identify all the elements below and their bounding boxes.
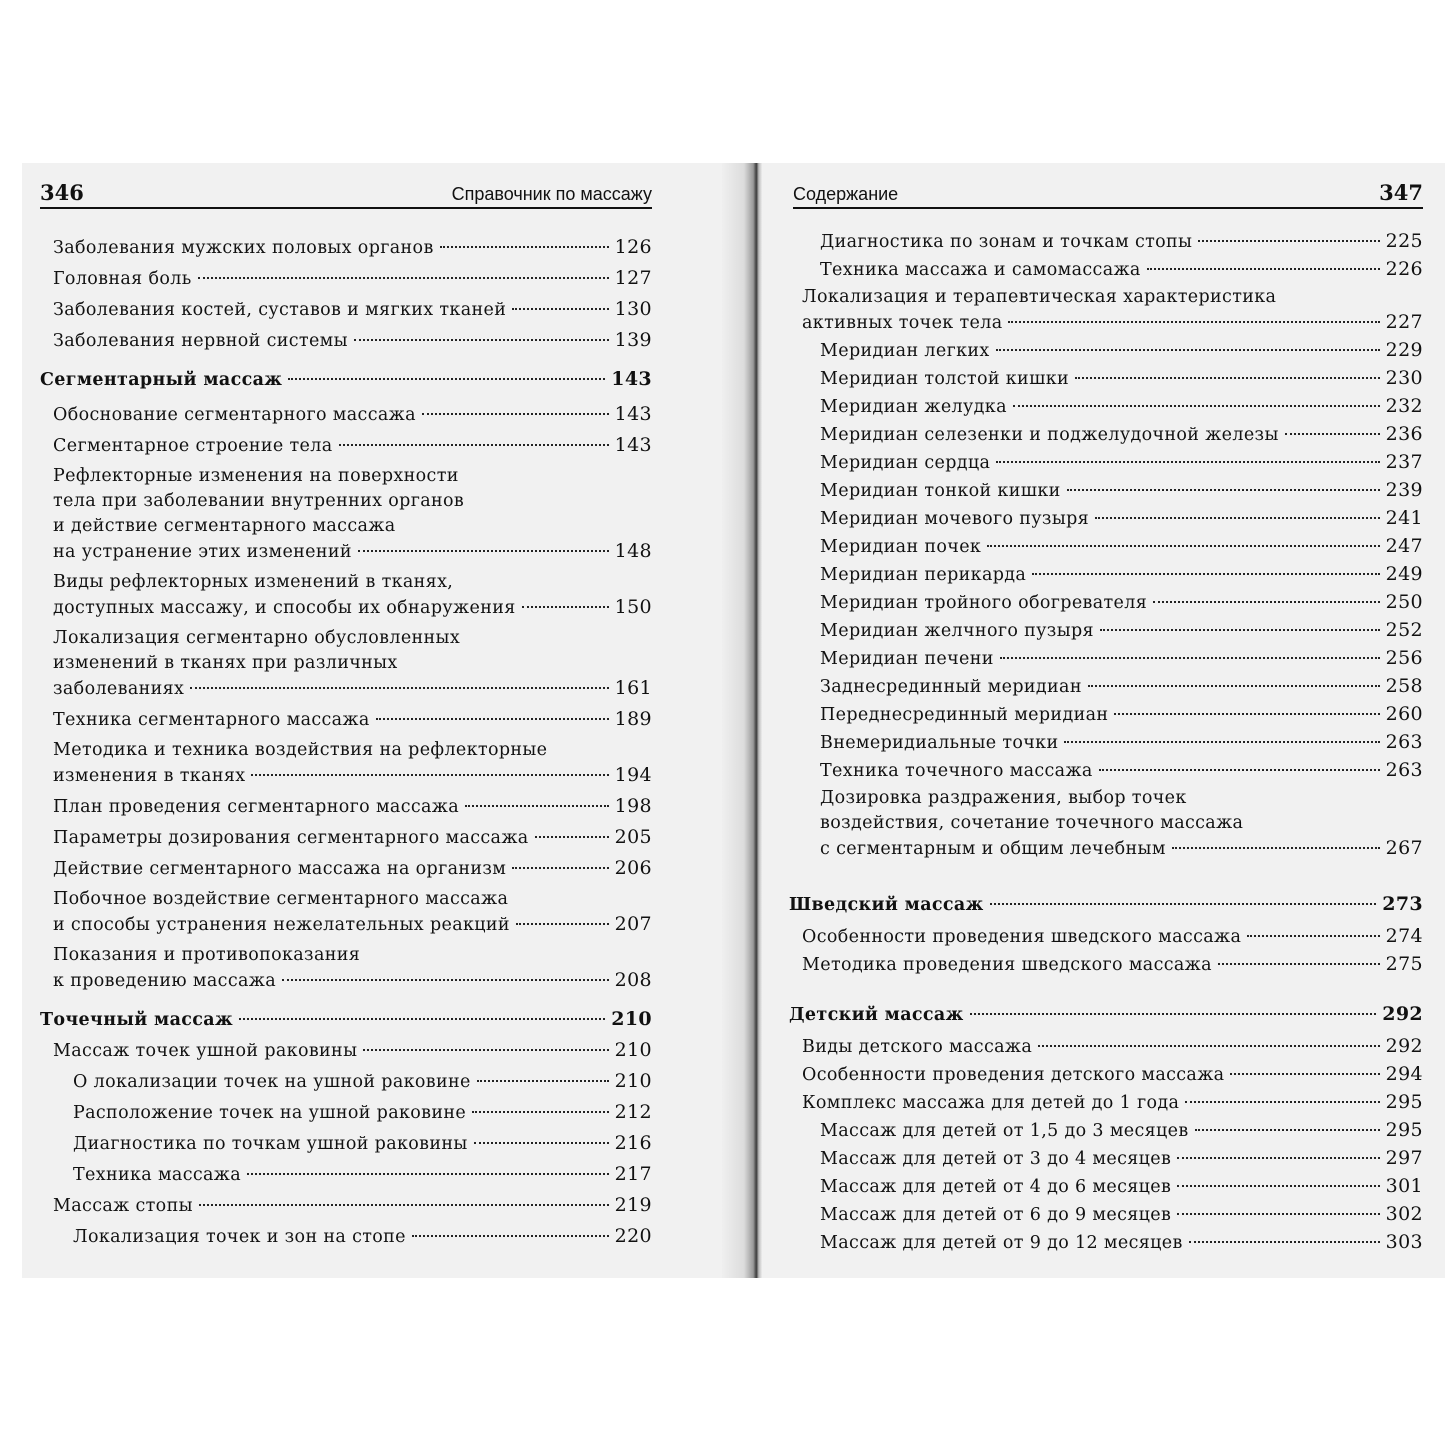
- dot-leader: [288, 378, 605, 380]
- dot-leader: [1153, 601, 1380, 603]
- dot-leader: [1185, 1101, 1379, 1103]
- toc-entry: [22, 1193, 652, 1219]
- toc-entry: [22, 856, 652, 882]
- toc-entry-page-number: 220: [614, 1225, 652, 1247]
- dot-leader: [990, 903, 1377, 905]
- dot-leader: [282, 979, 609, 981]
- toc-entry-page-number: 127: [614, 267, 652, 289]
- toc-entry-page-number: 206: [614, 857, 652, 879]
- toc-entry: [22, 464, 652, 565]
- toc-entry-title: Массаж для детей от 3 до 4 месяцев: [820, 1149, 1172, 1169]
- right-page: [762, 163, 1445, 1278]
- toc-entry-page-number: 143: [611, 368, 652, 390]
- toc-entry-title: заболеваниях: [53, 679, 185, 699]
- toc-entry-title: Меридиан мочевого пузыря: [820, 509, 1090, 529]
- toc-entry-page-number: 139: [614, 329, 652, 351]
- toc-entry: [762, 257, 1423, 283]
- toc-entry-page-number: 225: [1385, 230, 1423, 252]
- toc-entry-page-number: 219: [614, 1194, 652, 1216]
- toc-entry-title: Массаж для детей от 4 до 6 месяцев: [820, 1177, 1172, 1197]
- dot-leader: [1172, 847, 1380, 849]
- toc-entry-page-number: 143: [614, 403, 652, 425]
- toc-entry-page-number: 198: [614, 795, 652, 817]
- toc-entry-title-line: Дозировка раздражения, выбор точек: [820, 788, 1187, 808]
- toc-entry-title-line: Методика и техника воздействия на рефлекторные: [53, 740, 548, 760]
- toc-entry: [762, 1230, 1423, 1256]
- left-page-number: 346: [40, 180, 84, 205]
- toc-entry: [762, 285, 1423, 336]
- toc-entry-title: Меридиан перикарда: [820, 565, 1027, 585]
- dot-leader: [363, 1049, 608, 1051]
- toc-entry: [22, 738, 652, 789]
- toc-entry-page-number: 260: [1385, 703, 1423, 725]
- toc-entry: [22, 235, 652, 261]
- dot-leader: [190, 687, 608, 689]
- toc-entry: [22, 887, 652, 938]
- toc-entry-page-number: 210: [611, 1008, 652, 1030]
- toc-entry-title: на устранение этих изменений: [53, 542, 352, 562]
- dot-leader: [1198, 240, 1379, 242]
- toc-entry-title: Диагностика по зонам и точкам стопы: [820, 232, 1193, 252]
- dot-leader: [1008, 321, 1379, 323]
- dot-leader: [199, 1204, 609, 1206]
- dot-leader: [522, 606, 609, 608]
- toc-entry-page-number: 295: [1385, 1119, 1423, 1141]
- toc-entry: [762, 952, 1423, 978]
- toc-entry-title: изменения в тканях: [53, 766, 246, 786]
- toc-entry-title: Сегментарный массаж: [40, 370, 283, 390]
- dot-leader: [996, 461, 1379, 463]
- toc-entry-title: с сегментарным и общим лечебным: [820, 839, 1166, 859]
- toc-entry-title-line: воздействия, сочетание точечного массажа: [820, 813, 1244, 833]
- toc-entry-title: Техника массажа и самомассажа: [820, 260, 1141, 280]
- toc-entry-title: Головная боль: [53, 269, 192, 289]
- toc-entry: [762, 534, 1423, 560]
- toc-entry-page-number: 194: [614, 764, 652, 786]
- toc-entry-title-line: тела при заболевании внутренних органов: [53, 491, 465, 511]
- toc-entry: [22, 1224, 652, 1250]
- dot-leader: [1100, 629, 1380, 631]
- toc-entry: [22, 1131, 652, 1157]
- toc-entry: [762, 646, 1423, 672]
- toc-entry-page-number: 294: [1385, 1063, 1423, 1085]
- toc-entry-page-number: 232: [1385, 395, 1423, 417]
- toc-entry-page-number: 210: [614, 1070, 652, 1092]
- dot-leader: [251, 774, 608, 776]
- toc-entry: [22, 1100, 652, 1126]
- dot-leader: [987, 545, 1379, 547]
- toc-entry: [762, 730, 1423, 756]
- toc-entry-title: Детский массаж: [789, 1005, 964, 1025]
- dot-leader: [516, 923, 609, 925]
- toc-entry-title: Шведский массаж: [789, 895, 984, 915]
- dot-leader: [239, 1018, 605, 1020]
- toc-entry-page-number: 150: [614, 596, 652, 618]
- toc-entry: [22, 328, 652, 354]
- dot-leader: [1013, 405, 1380, 407]
- toc-entry: [762, 394, 1423, 420]
- toc-entry: [22, 297, 652, 323]
- toc-entry-page-number: 161: [614, 677, 652, 699]
- toc-entry-page-number: 241: [1385, 507, 1423, 529]
- toc-entry-title: активных точек тела: [802, 313, 1003, 333]
- dot-leader: [996, 349, 1380, 351]
- dot-leader: [1177, 1213, 1380, 1215]
- toc-entry: [22, 266, 652, 292]
- toc-entry: [22, 626, 652, 702]
- toc-entry-page-number: 236: [1385, 423, 1423, 445]
- toc-entry: [762, 366, 1423, 392]
- toc-entry: [762, 478, 1423, 504]
- toc-entry: [22, 367, 652, 393]
- left-header-title: Справочник по массажу: [451, 184, 652, 204]
- dot-leader: [339, 444, 609, 446]
- toc-entry: [22, 825, 652, 851]
- dot-leader: [1032, 573, 1379, 575]
- toc-entry-title-line: изменений в тканях при различных: [53, 653, 398, 673]
- dot-leader: [247, 1173, 609, 1175]
- toc-entry-page-number: 263: [1385, 759, 1423, 781]
- toc-entry-page-number: 295: [1385, 1091, 1423, 1113]
- left-page: [22, 163, 722, 1278]
- dot-leader: [970, 1013, 1377, 1015]
- toc-entry-page-number: 258: [1385, 675, 1423, 697]
- dot-leader: [1285, 433, 1380, 435]
- toc-entry-page-number: 212: [614, 1101, 652, 1123]
- toc-entry: [22, 1007, 652, 1033]
- toc-entry-page-number: 275: [1385, 953, 1423, 975]
- toc-entry-page-number: 237: [1385, 451, 1423, 473]
- toc-entry-title: Меридиан печени: [820, 649, 994, 669]
- toc-entry-page-number: 249: [1385, 563, 1423, 585]
- dot-leader: [440, 246, 609, 248]
- dot-leader: [1000, 657, 1380, 659]
- toc-entry-title-line: Локализация и терапевтическая характеристика: [802, 287, 1277, 307]
- toc-entry: [762, 338, 1423, 364]
- toc-entry: [762, 702, 1423, 728]
- toc-entry-title: Техника сегментарного массажа: [53, 710, 370, 730]
- toc-entry-page-number: 126: [614, 236, 652, 258]
- dot-leader: [422, 413, 609, 415]
- toc-entry-title: Массаж для детей от 9 до 12 месяцев: [820, 1233, 1183, 1253]
- toc-entry-page-number: 130: [614, 298, 652, 320]
- toc-entry-title: Массаж стопы: [53, 1196, 193, 1216]
- toc-entry-page-number: 250: [1385, 591, 1423, 613]
- toc-entry: [762, 590, 1423, 616]
- toc-entry-title: Переднесрединный меридиан: [820, 705, 1109, 725]
- toc-entry-title: доступных массажу, и способы их обнаружения: [53, 598, 516, 618]
- right-header-title: Содержание: [793, 184, 899, 204]
- dot-leader: [1218, 963, 1380, 965]
- toc-entry-title-line: Побочное воздействие сегментарного массажа: [53, 889, 509, 909]
- toc-entry-page-number: 143: [614, 434, 652, 456]
- toc-entry: [762, 1118, 1423, 1144]
- toc-entry-title: Диагностика по точкам ушной раковины: [73, 1134, 468, 1154]
- toc-entry-title: Меридиан толстой кишки: [820, 369, 1069, 389]
- toc-entry: [22, 570, 652, 621]
- toc-entry-page-number: 208: [614, 969, 652, 991]
- toc-entry-page-number: 267: [1385, 837, 1423, 859]
- toc-entry-title: Массаж для детей от 1,5 до 3 месяцев: [820, 1121, 1189, 1141]
- toc-entry-title: Особенности проведения шведского массажа: [802, 927, 1242, 947]
- toc-entry-title: Точечный массаж: [40, 1010, 233, 1030]
- toc-entry-page-number: 189: [614, 708, 652, 730]
- toc-entry-title: Меридиан легких: [820, 341, 990, 361]
- toc-entry-title: Меридиан желудка: [820, 397, 1007, 417]
- toc-entry-page-number: 207: [614, 913, 652, 935]
- dot-leader: [1088, 685, 1380, 687]
- dot-leader: [1075, 377, 1380, 379]
- toc-entry-title: Локализация точек и зон на стопе: [73, 1227, 406, 1247]
- dot-leader: [1247, 935, 1379, 937]
- right-page-number: 347: [1379, 180, 1423, 205]
- book-spread: [22, 163, 1445, 1278]
- toc-entry-title: Заболевания нервной системы: [53, 331, 348, 351]
- dot-leader: [512, 308, 608, 310]
- toc-entry-page-number: 226: [1385, 258, 1423, 280]
- dot-leader: [465, 805, 609, 807]
- toc-entry: [762, 1034, 1423, 1060]
- toc-entry-title: Виды детского массажа: [802, 1037, 1033, 1057]
- dot-leader: [1099, 769, 1380, 771]
- toc-entry-title-line: Показания и противопоказания: [53, 945, 361, 965]
- toc-entry-title-line: Виды рефлекторных изменений в тканях,: [53, 572, 454, 592]
- dot-leader: [474, 1142, 609, 1144]
- dot-leader: [1147, 268, 1380, 270]
- toc-entry-page-number: 148: [614, 540, 652, 562]
- dot-leader: [1230, 1073, 1379, 1075]
- toc-entry: [762, 618, 1423, 644]
- toc-entry-page-number: 292: [1385, 1035, 1423, 1057]
- dot-leader: [1064, 741, 1379, 743]
- toc-entry: [22, 943, 652, 994]
- dot-leader: [1095, 517, 1380, 519]
- toc-entry: [762, 422, 1423, 448]
- toc-entry-page-number: 217: [614, 1163, 652, 1185]
- toc-entry-page-number: 210: [614, 1039, 652, 1061]
- toc-entry-title-line: Локализация сегментарно обусловленных: [53, 628, 461, 648]
- toc-entry-page-number: 239: [1385, 479, 1423, 501]
- toc-entry: [762, 674, 1423, 700]
- toc-entry-title: Меридиан тройного обогревателя: [820, 593, 1148, 613]
- toc-entry: [762, 1146, 1423, 1172]
- toc-entry-page-number: 273: [1382, 893, 1423, 915]
- toc-entry-page-number: 292: [1382, 1003, 1423, 1025]
- right-running-head: [793, 175, 1423, 209]
- toc-entry-title-line: Рефлекторные изменения на поверхности: [53, 466, 459, 486]
- toc-entry-title: Действие сегментарного массажа на организм: [53, 859, 507, 879]
- toc-entry-title: Комплекс массажа для детей до 1 года: [802, 1093, 1180, 1113]
- dot-leader: [412, 1235, 609, 1237]
- toc-entry: [22, 707, 652, 733]
- toc-entry-title: Заднесрединный меридиан: [820, 677, 1082, 697]
- toc-entry: [762, 892, 1423, 918]
- toc-entry-page-number: 229: [1385, 339, 1423, 361]
- toc-entry-title: Меридиан желчного пузыря: [820, 621, 1094, 641]
- toc-entry-page-number: 227: [1385, 311, 1423, 333]
- toc-entry: [762, 562, 1423, 588]
- toc-entry-title: Меридиан тонкой кишки: [820, 481, 1061, 501]
- toc-entry-title-line: и действие сегментарного массажа: [53, 516, 396, 536]
- toc-entry: [22, 1038, 652, 1064]
- dot-leader: [535, 836, 609, 838]
- dot-leader: [477, 1080, 609, 1082]
- toc-entry-title: Меридиан сердца: [820, 453, 991, 473]
- dot-leader: [1067, 489, 1380, 491]
- dot-leader: [1195, 1129, 1380, 1131]
- toc-entry-title: Особенности проведения детского массажа: [802, 1065, 1225, 1085]
- dot-leader: [358, 550, 609, 552]
- toc-entry-title: Параметры дозирования сегментарного массажа: [53, 828, 529, 848]
- toc-entry-title: Техника точечного массажа: [820, 761, 1093, 781]
- toc-entry: [762, 1090, 1423, 1116]
- toc-entry-title: Методика проведения шведского массажа: [802, 955, 1212, 975]
- dot-leader: [512, 867, 608, 869]
- toc-entry: [22, 1162, 652, 1188]
- toc-entry-page-number: 216: [614, 1132, 652, 1154]
- book-gutter: [722, 163, 762, 1278]
- toc-entry: [762, 758, 1423, 784]
- toc-entry: [762, 1062, 1423, 1088]
- dot-leader: [354, 339, 609, 341]
- toc-entry: [762, 786, 1423, 862]
- toc-entry-page-number: 263: [1385, 731, 1423, 753]
- toc-entry-title: Техника массажа: [73, 1165, 242, 1185]
- toc-entry-title: Обоснование сегментарного массажа: [53, 405, 416, 425]
- toc-entry: [762, 924, 1423, 950]
- toc-entry-title: Заболевания костей, суставов и мягких тканей: [53, 300, 507, 320]
- toc-entry-page-number: 301: [1385, 1175, 1423, 1197]
- toc-entry: [22, 402, 652, 428]
- toc-entry: [762, 229, 1423, 255]
- toc-entry: [762, 1202, 1423, 1228]
- toc-entry-page-number: 252: [1385, 619, 1423, 641]
- dot-leader: [1114, 713, 1379, 715]
- toc-entry-title: Массаж для детей от 6 до 9 месяцев: [820, 1205, 1172, 1225]
- toc-entry-page-number: 302: [1385, 1203, 1423, 1225]
- toc-entry-title: Сегментарное строение тела: [53, 436, 333, 456]
- toc-entry: [22, 794, 652, 820]
- dot-leader: [1189, 1241, 1380, 1243]
- dot-leader: [1038, 1045, 1380, 1047]
- toc-entry-page-number: 230: [1385, 367, 1423, 389]
- dot-leader: [198, 277, 609, 279]
- toc-entry-page-number: 256: [1385, 647, 1423, 669]
- dot-leader: [1177, 1185, 1380, 1187]
- toc-entry-page-number: 303: [1385, 1231, 1423, 1253]
- toc-entry-page-number: 247: [1385, 535, 1423, 557]
- toc-entry-title: Массаж точек ушной раковины: [53, 1041, 358, 1061]
- toc-entry: [762, 1002, 1423, 1028]
- left-running-head: [40, 175, 652, 209]
- toc-entry-title: План проведения сегментарного массажа: [53, 797, 460, 817]
- toc-entry-title: и способы устранения нежелательных реакций: [53, 915, 510, 935]
- toc-entry: [22, 433, 652, 459]
- toc-entry-title: Заболевания мужских половых органов: [53, 238, 434, 258]
- toc-entry-title: Расположение точек на ушной раковине: [73, 1103, 467, 1123]
- toc-entry-page-number: 297: [1385, 1147, 1423, 1169]
- toc-entry-title: Меридиан селезенки и поджелудочной железы: [820, 425, 1279, 445]
- toc-entry: [762, 450, 1423, 476]
- dot-leader: [472, 1111, 609, 1113]
- toc-entry-title: Меридиан почек: [820, 537, 982, 557]
- toc-entry-page-number: 205: [614, 826, 652, 848]
- toc-entry-title: О локализации точек на ушной раковине: [73, 1072, 471, 1092]
- toc-entry: [22, 1069, 652, 1095]
- dot-leader: [1177, 1157, 1380, 1159]
- dot-leader: [376, 718, 609, 720]
- toc-entry-title: к проведению массажа: [53, 971, 276, 991]
- toc-entry-page-number: 274: [1385, 925, 1423, 947]
- toc-entry-title: Внемеридиальные точки: [820, 733, 1059, 753]
- toc-entry: [762, 1174, 1423, 1200]
- toc-entry: [762, 506, 1423, 532]
